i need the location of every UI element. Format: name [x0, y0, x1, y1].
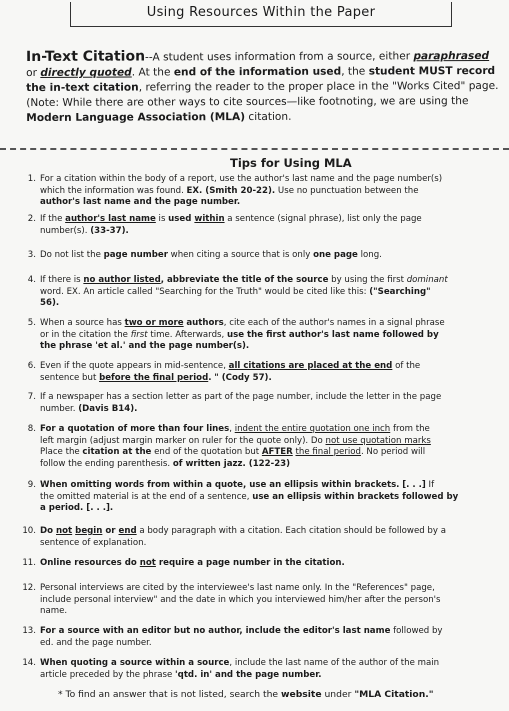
tip-text [40, 558, 509, 570]
tip-text [40, 318, 509, 353]
tip-line: Personal interviews are cited by the interviewee's last name only. In the "References" page, [40, 583, 435, 593]
tip-number: 2. [27, 214, 36, 224]
tip-number: 11. [22, 558, 36, 568]
tip-line: or in the citation the first time. Afterwards, use the first author's last name followed by [40, 329, 439, 340]
tip-line: Online resources do not require a page number in the citation. [40, 558, 345, 568]
tip-number: 1. [27, 174, 36, 184]
tip-line: the phrase 'et al.' and the page number(s). [40, 341, 250, 351]
tip-item [0, 526, 509, 551]
tip-line: For a citation within the body of a report, use the author's last name and the page number(s) [40, 174, 443, 184]
tip-text [40, 214, 509, 237]
intro-end-phrase: end of the information used [173, 65, 342, 79]
tip-line: For a source with an editor but no author, include the editor's last name followed by [40, 626, 443, 636]
tip-text [40, 583, 509, 618]
tip-line: sentence but before the final period. " (Cody 57). [40, 372, 272, 383]
tip-text [40, 526, 509, 549]
tip-text [40, 480, 509, 515]
tip-text [40, 626, 509, 649]
tip-item [0, 392, 509, 417]
tip-item [0, 361, 509, 386]
tip-text [40, 392, 509, 415]
intro-paraphrased: paraphrased [413, 49, 490, 63]
page-title: Using Resources Within the Paper [70, 2, 452, 27]
intro-must-phrase: student MUST record the in-text citation [26, 64, 496, 94]
tip-item [0, 626, 509, 651]
tip-line: When quoting a source within a source, include the last name of the author of the main [40, 658, 440, 668]
tip-line: Even if the quote appears in mid-sentence, all citations are placed at the end of the [40, 361, 421, 371]
tip-text [40, 250, 509, 262]
tip-line: the omitted material is at the end of a sentence, use an ellipsis within brackets followed by [40, 491, 459, 502]
tip-number: 14. [22, 658, 36, 668]
tip-item [0, 250, 509, 264]
tip-line: ed. and the page number. [40, 637, 152, 648]
tip-item [0, 583, 509, 620]
footer-text: under [321, 689, 355, 700]
tip-line: number. (Davis B14). [40, 403, 138, 414]
tip-line: author's last name and the page number. [40, 197, 241, 207]
tip-line: When omitting words from within a quote, use an ellipsis within brackets. [. . .] If [40, 480, 435, 490]
tip-number: 8. [27, 424, 36, 434]
tip-line: If the author's last name is used within a sentence (signal phrase), list only the page [40, 214, 422, 224]
tip-number: 13. [22, 626, 36, 636]
intro-directly-quoted: directly quoted [40, 66, 132, 79]
intro-text: or [26, 66, 41, 79]
tip-item [0, 318, 509, 355]
footer-mla-citation: "MLA Citation." [354, 689, 434, 700]
tip-number: 10. [22, 526, 36, 536]
tip-line: Do not list the page number when citing a source that is only one page long. [40, 250, 382, 260]
intro-text: , referring the reader to the proper place in the "Works Cited" page. (Note: While there are other ways to cite sources—like footnoting, we are using the [26, 79, 499, 109]
tip-number: 5. [27, 318, 36, 328]
tip-number: 4. [27, 275, 36, 285]
tip-text [40, 424, 509, 470]
tip-line: sentence of explanation. [40, 537, 147, 548]
tip-number: 9. [27, 480, 36, 490]
tip-line: For a quotation of more than four lines, indent the entire quotation one inch from the [40, 424, 430, 434]
tip-line: left margin (adjust margin marker on ruler for the quote only). Do not use quotation marks [40, 435, 431, 446]
tip-line: If there is no author listed, abbreviate the title of the source by using the first dominant [40, 275, 448, 285]
tip-item [0, 174, 509, 211]
tip-line: number(s). (33-37). [40, 225, 129, 236]
tip-line: include personal interview" and the date in which you interviewed him/her after the person's [40, 594, 441, 605]
intro-text: citation. [245, 110, 292, 124]
intro-text: --A student uses information from a source, either [145, 50, 414, 64]
tip-text [40, 174, 509, 209]
tip-line: name. [40, 606, 68, 616]
tip-text [40, 275, 509, 310]
tip-number: 6. [27, 361, 36, 371]
tip-item [0, 275, 509, 312]
tip-number: 7. [27, 392, 36, 402]
tip-line: article preceded by the phrase 'qtd. in' and the page number. [40, 669, 322, 680]
intro-mla-phrase: Modern Language Association (MLA) [26, 111, 246, 124]
tip-line: which the information was found. EX. (Smith 20-22). Use no punctuation between the [40, 185, 419, 196]
tip-number: 3. [27, 250, 36, 260]
intro-text: , the [341, 65, 369, 78]
tip-line: Do not begin or end a body paragraph with a citation. Each citation should be followed by a [40, 526, 446, 536]
tip-item [0, 424, 509, 472]
tip-text [40, 361, 509, 384]
dashed-divider [0, 148, 509, 150]
intro-text: . At the [131, 66, 174, 79]
tip-number: 12. [22, 583, 36, 593]
tip-line: a period. [. . .]. [40, 503, 114, 513]
tip-item [0, 558, 509, 572]
tip-line: 56). [40, 298, 60, 308]
tip-line: Place the citation at the end of the quotation but AFTER the final period. No period will [40, 447, 426, 457]
intro-term: In-Text Citation [25, 48, 146, 65]
tip-line: word. EX. An article called "Searching for the Truth" would be cited like this: ("Searching" [40, 286, 431, 297]
tip-line: If a newspaper has a section letter as part of the page number, include the letter in the page [40, 392, 442, 402]
intro-paragraph [26, 48, 502, 126]
tip-line: follow the ending parenthesis. of written jazz. (122-23) [40, 458, 291, 469]
tip-item [0, 658, 509, 683]
tip-item [0, 214, 509, 239]
footer-note [58, 689, 434, 700]
footer-text: * To find an answer that is not listed, search the [58, 689, 282, 700]
tips-title: Tips for Using MLA [230, 156, 352, 170]
tip-line: When a source has two or more authors, cite each of the author's names in a signal phrase [40, 318, 445, 328]
footer-website: website [281, 689, 322, 700]
tip-text [40, 658, 509, 681]
tip-item [0, 480, 509, 517]
